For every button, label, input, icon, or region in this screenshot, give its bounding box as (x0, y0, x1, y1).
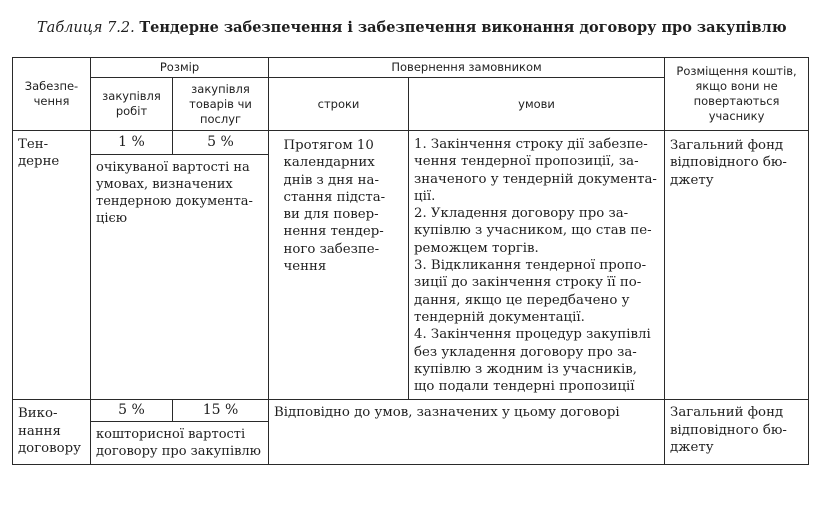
header-return-group: Повернення замовником (269, 58, 665, 78)
row-perf-type: Вико- нання договору (13, 400, 91, 465)
condition-item: 2. Укладення договору про за- купівлю з учасником, що став пе- реможцем торгів. (414, 206, 652, 256)
row-tender-terms: Протягом 10 календарних днів з дня на- стання підста- ви для повер- нення тендер- ного забезпе- чення (279, 131, 409, 400)
row-tender-conditions (409, 131, 665, 400)
row-perf-pct-works: 5 % (91, 400, 173, 422)
row-perf-return: Відповідно до умов, зазначених у цьому договорі (269, 400, 665, 465)
header-size-group: Розмір (91, 58, 269, 78)
row-tender-type: Тен- дерне (13, 131, 91, 400)
condition-item: 3. Відкликання тендерної пропо- зиції до закінчення строку її по- дання, якщо це передбачено у тендерній документації. (414, 258, 647, 325)
table-row (13, 131, 809, 155)
row-perf-size-basis: кошторисної вартості договору про закупівлю (91, 422, 269, 465)
row-perf-placement: Загальний фонд відповідного бю- джету (665, 400, 809, 465)
header-return-terms: строки (269, 78, 409, 131)
table-caption (37, 19, 807, 37)
caption-label: Таблиця 7.2. (37, 20, 135, 36)
row-tender-pct-works: 1 % (91, 131, 173, 155)
spacer-cell (269, 131, 279, 400)
header-security-type: Забезпе- чення (13, 58, 91, 131)
condition-item: 4. Закінчення процедур закупівлі без укладення договору про за- купівлю з жодним із учасників, що подали тендерні пропозиції (414, 327, 651, 395)
row-tender-size-basis: очікуваної вартості на умовах, визначених тендерною документа- цією (91, 154, 269, 400)
caption-title: Тендерне забезпечення і забезпечення виконання договору про закупівлю (139, 19, 787, 36)
row-tender-placement: Загальний фонд відповідного бю- джету (665, 131, 809, 400)
header-placement: Розміщення коштів, якщо вони не повертаються учаснику (665, 58, 809, 131)
header-size-goods: закупівля товарів чи послуг (173, 78, 269, 131)
header-size-works: закупівля робіт (91, 78, 173, 131)
condition-item: 1. Закінчення строку дії забезпе- чення тендерної пропозиції, за- значеного у тендерній документа- ції. (414, 137, 657, 204)
header-row-1 (13, 58, 809, 78)
header-return-conditions: умови (409, 78, 665, 131)
row-perf-pct-goods: 15 % (173, 400, 269, 422)
row-tender-pct-goods: 5 % (173, 131, 269, 155)
security-table (12, 57, 809, 465)
table-row (13, 400, 809, 422)
